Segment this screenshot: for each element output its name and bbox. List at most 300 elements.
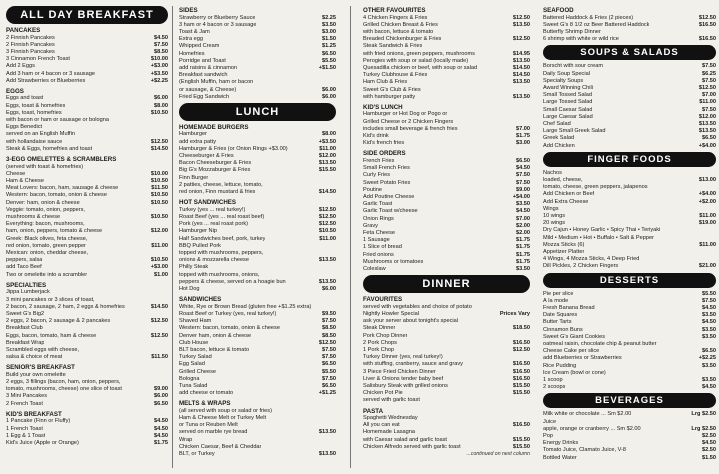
menu-item-price: $4.50 xyxy=(154,425,168,432)
menu-item-name: Salisbury Steak with grilled onions xyxy=(363,382,448,389)
menu-item xyxy=(543,22,716,29)
menu-item-price: $4.50 xyxy=(516,165,530,172)
menu-item-price: $16.50 xyxy=(512,339,530,346)
seafood-sections xyxy=(543,7,716,43)
menu-item-price xyxy=(527,29,530,36)
menu-item xyxy=(363,347,530,354)
menu-item-name: Kid's Juice (Apple or Orange) xyxy=(6,439,79,446)
menu-item-price: Lrg $2.50 xyxy=(691,411,716,418)
menu-item-price: $1.75 xyxy=(516,251,530,258)
finger-foods-list xyxy=(543,170,716,271)
menu-item-price xyxy=(527,397,530,404)
menu-item-price: $14.95 xyxy=(512,50,530,57)
menu-item-price: $7.50 xyxy=(322,354,336,361)
menu-item-price: $8.50 xyxy=(154,48,168,55)
menu-item-name: 1 Pork Chop xyxy=(363,346,395,353)
menu-item-name: Breakfast sandwich xyxy=(179,72,228,79)
favourites-sections xyxy=(363,7,530,273)
menu-item xyxy=(179,311,336,318)
menu-item xyxy=(363,79,530,86)
menu-item-price: $6.50 xyxy=(154,400,168,407)
menu-item xyxy=(543,121,716,128)
menu-item-name: Two or omelette into a scrambler xyxy=(6,271,88,278)
menu-item-name: Egg Salad xyxy=(179,361,205,368)
menu-item-name: Chicken Pot Pie xyxy=(363,390,403,397)
section-heading: OTHER FAVOURITES xyxy=(363,7,426,14)
menu-item-name: Eggs, bacon, tomato, ham & cheese xyxy=(6,332,97,339)
menu-item xyxy=(179,72,336,79)
menu-item-name: Mushrooms or tomatoes xyxy=(363,258,424,265)
menu-item-price: $7.50 xyxy=(702,297,716,304)
menu-item-name: Ham & Cheese Melt or Turkey Melt xyxy=(179,415,267,422)
menu-item-name: Large Small Greek Salad xyxy=(543,128,606,135)
menu-item-price: $3.00 xyxy=(516,140,530,147)
section-heading: SEAFOOD xyxy=(543,7,574,14)
menu-item-name: 20 wings xyxy=(543,220,566,227)
menu-item-price: +$3.00 xyxy=(150,63,168,70)
menu-item-name: peppers, salsa xyxy=(6,257,43,264)
menu-item-name: Chicken Caesar, Beef & Cheddar xyxy=(179,443,262,450)
menu-item xyxy=(543,334,716,341)
menu-item-name: 1 scoop xyxy=(543,377,563,384)
section-heading: FAVOURITES xyxy=(363,296,403,304)
menu-item-price: $10.50 xyxy=(318,228,336,235)
menu-item-price: +$2.25 xyxy=(150,77,168,84)
menu-item xyxy=(363,333,530,340)
menu-item xyxy=(179,437,336,444)
menu-item xyxy=(179,146,336,153)
menu-item-price: $12.50 xyxy=(512,36,530,43)
menu-item-name: tomato, cheese, green peppers, jalapenos xyxy=(543,184,648,191)
menu-item-price: $11.00 xyxy=(699,99,716,106)
menu-item xyxy=(6,304,168,311)
menu-item xyxy=(179,160,336,167)
menu-item-name: Sweet G's Giant Cookies xyxy=(543,333,606,340)
menu-item-price: $11.50 xyxy=(151,354,168,361)
menu-item-name: Bacon Cheeseburger & Fries xyxy=(179,160,252,167)
menu-item xyxy=(543,256,716,263)
menu-item-name: All you can eat xyxy=(363,422,400,429)
menu-item xyxy=(6,354,168,361)
menu-item-price xyxy=(527,415,530,422)
menu-item xyxy=(543,199,716,206)
menu-item xyxy=(363,119,530,126)
menu-item-name: Add Strawberries or Blueberries xyxy=(6,77,86,84)
menu-item-name: Homemade Lasagna xyxy=(363,429,415,436)
menu-item-price: $19.00 xyxy=(698,220,716,227)
menu-item-price: $12.50 xyxy=(150,138,168,145)
menu-item-price: $13.50 xyxy=(698,128,716,135)
menu-item-name: mushrooms & cheese xyxy=(6,213,61,220)
menu-item xyxy=(363,165,530,172)
menu-item-name: Build your own omelette xyxy=(6,371,66,378)
menu-item-name: Poutine xyxy=(363,186,382,193)
menu-item xyxy=(363,51,530,58)
menu-item-price: $2.50 xyxy=(702,447,716,454)
menu-item-name: Half Sandwiches beef, pork, turkey xyxy=(179,235,266,242)
menu-item-name: Veggie: tomato, onion, peppers, xyxy=(6,206,85,213)
menu-item-price: $10.00 xyxy=(150,56,168,63)
menu-item-price: $13.50 xyxy=(318,278,336,285)
menu-item-name: Finn Burger xyxy=(179,174,209,181)
menu-item-price: $3.50 xyxy=(702,326,716,333)
menu-item-price xyxy=(333,175,336,182)
menu-item-name: red onion, Finn mustard & fries xyxy=(179,189,256,196)
menu-item-name: Denver: ham, onion & cheese xyxy=(6,199,80,206)
menu-item xyxy=(543,63,716,70)
menu-item-name: salsa & choice of meat xyxy=(6,354,63,361)
menu-item xyxy=(363,325,530,332)
menu-item xyxy=(179,94,336,101)
menu-item-name: 2 Pork Chops xyxy=(363,339,397,346)
menu-item-name: Bottled Water xyxy=(543,454,577,461)
menu-item xyxy=(179,429,336,436)
menu-item-price: $14.50 xyxy=(150,303,168,310)
menu-item-price xyxy=(527,333,530,340)
menu-item-name: Grilled Cheese xyxy=(179,368,216,375)
beverages-list xyxy=(543,411,716,461)
menu-item xyxy=(363,354,530,361)
menu-item-name: Tuna Salad xyxy=(179,382,208,389)
menu-item-price xyxy=(333,408,336,415)
menu-item-price: $8.00 xyxy=(322,131,336,138)
menu-item-price: $7.50 xyxy=(322,346,336,353)
menu-item xyxy=(6,63,168,70)
menu-item xyxy=(6,221,168,228)
menu-item-name: Breakfast Club xyxy=(6,325,43,332)
menu-item xyxy=(6,347,168,354)
menu-item xyxy=(363,376,530,383)
menu-item-name: 3 Cinnamon French Toast xyxy=(6,56,70,63)
menu-item-name: Turkey Salad xyxy=(179,354,212,361)
menu-item xyxy=(363,397,530,404)
menu-item-name: served with vegetables and choice of potato xyxy=(363,303,472,310)
menu-item-name: Big G's Mozzaburger & Fries xyxy=(179,167,251,174)
menu-item xyxy=(363,133,530,140)
menu-item-price: $21.00 xyxy=(698,263,716,270)
menu-item-price: $12.00 xyxy=(318,153,336,160)
menu-item-name: Hot Dog xyxy=(179,286,200,292)
menu-item xyxy=(6,236,168,243)
menu-item xyxy=(543,177,716,184)
menu-item-name: Kid's drink xyxy=(363,133,389,140)
menu-item xyxy=(363,318,530,325)
menu-item-price: $13.50 xyxy=(318,451,336,458)
menu-item-price xyxy=(333,243,336,250)
menu-item-price: $13.50 xyxy=(318,429,336,436)
menu-item-price: $2.00 xyxy=(516,229,530,236)
menu-item-price: $1.75 xyxy=(516,133,530,140)
menu-item-price: $12.50 xyxy=(318,213,336,220)
menu-item-name: 2 Finnish Pancakes xyxy=(6,41,55,48)
menu-item xyxy=(179,65,336,72)
menu-item-name: Coleslaw xyxy=(363,266,386,272)
menu-item-name: Steak Sandwich & Fries xyxy=(363,43,423,50)
menu-item-price: $4.50 xyxy=(154,432,168,439)
menu-item-price xyxy=(165,221,168,228)
menu-item xyxy=(363,140,530,147)
menu-item-name: 2 French Toast xyxy=(6,400,43,407)
menu-item-name: or sausage, & Cheese) xyxy=(179,86,237,93)
menu-item-name: or Tuna or Reuben Melt xyxy=(179,422,238,429)
menu-item-price: $3.50 xyxy=(702,362,716,369)
menu-item xyxy=(543,170,716,177)
menu-item xyxy=(6,272,168,279)
menu-item-name: Philly Steak xyxy=(179,264,209,271)
menu-item xyxy=(179,286,336,293)
menu-item xyxy=(6,192,168,199)
menu-item-price: $7.00 xyxy=(516,125,530,132)
menu-item xyxy=(179,43,336,50)
menu-item-price: $15.50 xyxy=(512,390,530,397)
menu-item xyxy=(6,372,168,379)
menu-item-name: Pork (yes ... real roast pork) xyxy=(179,221,249,228)
menu-item xyxy=(6,42,168,49)
menu-item-price: $12.50 xyxy=(698,84,716,91)
menu-item-price: $13.50 xyxy=(318,257,336,264)
menu-item-name: Butter Tarts xyxy=(543,319,572,326)
section-heading: 3-EGG OMELETTES & SCRAMBLERS xyxy=(6,156,117,164)
menu-item-price xyxy=(713,419,716,426)
menu-item xyxy=(543,355,716,362)
menu-item-name: 2 eggs, 3 fillings (bacon, ham, onion, peppers, xyxy=(6,379,121,386)
menu-item-price: $7.50 xyxy=(702,63,716,70)
menu-item-name: 2 bacon, 2 sausage, 2 ham, 2 eggs & homefries xyxy=(6,303,125,310)
menu-item xyxy=(179,383,336,390)
menu-item-name: Meat Lovers: bacon, ham, sausage & cheese xyxy=(6,185,119,192)
menu-item-price: $6.00 xyxy=(322,93,336,100)
menu-item-name: Award Winning Chili xyxy=(543,84,593,91)
menu-item xyxy=(363,172,530,179)
menu-item xyxy=(179,221,336,228)
menu-item xyxy=(6,325,168,332)
menu-item-name: Sweet G's Big2 xyxy=(6,310,45,317)
menu-item xyxy=(363,208,530,215)
menu-item-name: with stuffing, cranberry, sauce and gravy xyxy=(363,361,463,368)
menu-item-price: $12.00 xyxy=(150,228,168,235)
menu-item-price: $4.50 xyxy=(702,440,716,447)
menu-item-price: +$4.00 xyxy=(512,193,530,200)
menu-item-price: $8.50 xyxy=(322,332,336,339)
menu-item-price xyxy=(333,72,336,79)
menu-item-price: $9.00 xyxy=(516,186,530,193)
menu-item-name: apple, orange or cranberry ... Sm $2.00 xyxy=(543,425,641,432)
menu-item-price xyxy=(165,117,168,124)
lunch-banner: LUNCH xyxy=(179,103,336,121)
menu-item-name: Roast Beef (yes ... real roast beef) xyxy=(179,213,265,220)
menu-item-name: Steak & Eggs, homefries and toast xyxy=(6,145,93,152)
menu-item-price: $1.25 xyxy=(322,43,336,50)
menu-item-name: add Taco Beef xyxy=(6,264,42,271)
menu-item-price: $12.50 xyxy=(150,318,168,325)
menu-item-price: $4.50 xyxy=(702,319,716,326)
menu-item xyxy=(543,114,716,121)
menu-item-price: $11.00 xyxy=(151,242,168,249)
menu-item-name: includes small beverage & french fries xyxy=(363,125,458,132)
menu-item-name: Curly Fries xyxy=(363,172,391,179)
menu-item-name: Specialty Soups xyxy=(543,77,584,84)
menu-item-price xyxy=(333,422,336,429)
menu-item-price: $2.50 xyxy=(702,433,716,440)
menu-item-price: $3.50 xyxy=(702,377,716,384)
menu-item-name: with hamburger patty xyxy=(363,93,416,100)
menu-item xyxy=(6,440,168,447)
menu-item-name: 1 Pancake (Finn or Fluffy) xyxy=(6,418,71,425)
section-heading: SIDE ORDERS xyxy=(363,150,406,158)
menu-item-name: topped with mushrooms, onions, xyxy=(179,271,260,278)
menu-item-price: $3.50 xyxy=(702,333,716,340)
menu-item-name: Large Caesar Salad xyxy=(543,113,593,120)
desserts-list xyxy=(543,291,716,392)
menu-item-name: Pie per slice xyxy=(543,290,574,297)
menu-item xyxy=(363,126,530,133)
menu-item-price: $6.25 xyxy=(702,70,716,77)
menu-item-name: À la mode xyxy=(543,297,569,304)
menu-item xyxy=(6,250,168,257)
menu-item xyxy=(363,158,530,165)
menu-item xyxy=(363,36,530,43)
menu-item-price xyxy=(165,131,168,138)
menu-item xyxy=(179,304,336,311)
menu-item-name: Hamburger Nip xyxy=(179,228,217,235)
menu-item xyxy=(6,207,168,214)
menu-item xyxy=(363,230,530,237)
menu-item xyxy=(543,71,716,78)
menu-item xyxy=(179,415,336,422)
menu-item xyxy=(543,107,716,114)
menu-item-price: $3.50 xyxy=(516,266,530,272)
menu-item-name: Hamburger or Hot Dog or Pogo or xyxy=(363,111,448,118)
menu-item-price: $12.00 xyxy=(698,113,716,120)
menu-item-name: Grilled Cheese or 2 Chicken Fingers xyxy=(363,118,454,125)
menu-item xyxy=(363,415,530,422)
menu-item-name: Sweet G's Club & Fries xyxy=(363,86,421,93)
menu-item-name: Cheese Cake per slice xyxy=(543,348,600,355)
menu-item xyxy=(543,227,716,234)
menu-item-price: +$3.50 xyxy=(150,70,168,77)
menu-item xyxy=(363,72,530,79)
section-heading: PASTA xyxy=(363,407,384,415)
menu-item-name: ham, onion, peppers, tomato & cheese xyxy=(6,228,103,235)
menu-item-name: Eggs, toast & homefries xyxy=(6,102,66,109)
menu-item-price: +$3.00 xyxy=(150,264,168,271)
menu-item xyxy=(6,171,168,178)
column-seafood-desserts xyxy=(540,4,719,470)
menu-item-price xyxy=(333,272,336,279)
menu-item-name: 10 wings xyxy=(543,212,566,219)
menu-item xyxy=(6,78,168,85)
menu-item-price: $10.50 xyxy=(150,192,168,199)
menu-item-name: Strawberry or Blueberry Sauce xyxy=(179,14,256,21)
menu-item xyxy=(179,15,336,22)
menu-item xyxy=(6,257,168,264)
menu-item xyxy=(363,244,530,251)
menu-item-price xyxy=(333,415,336,422)
menu-item xyxy=(363,194,530,201)
menu-item-price: $12.50 xyxy=(318,206,336,213)
menu-item-name: Feta Cheese xyxy=(363,229,396,236)
menu-item-name: 3 Mini Pancakes xyxy=(6,393,48,400)
dinner-banner: DINNER xyxy=(363,275,530,293)
menu-item xyxy=(363,304,530,311)
menu-item-price: $15.50 xyxy=(512,436,530,443)
menu-item-price xyxy=(165,325,168,332)
menu-item xyxy=(6,95,168,102)
menu-item xyxy=(179,22,336,29)
menu-item xyxy=(179,182,336,189)
menu-item-price: $11.00 xyxy=(699,241,716,248)
menu-item xyxy=(6,426,168,433)
menu-item-price: $6.00 xyxy=(154,95,168,102)
menu-item xyxy=(6,35,168,42)
section-heading: EGGS xyxy=(6,87,24,95)
menu-item-name: Bologna xyxy=(179,375,200,382)
menu-item-price: $7.00 xyxy=(702,92,716,99)
menu-item xyxy=(179,79,336,86)
menu-item-name: with fried onions, green peppers, mushrooms xyxy=(363,50,475,57)
menu-item xyxy=(363,43,530,50)
menu-item xyxy=(179,279,336,286)
menu-item-name: 3 ham or 4 bacon or 3 sausage xyxy=(179,21,257,28)
menu-item-name: with bacon, lettuce & tomato xyxy=(363,28,434,35)
menu-item-name: Add 2 Eggs xyxy=(6,63,35,70)
menu-item-name: Eggs, toast, homefries xyxy=(6,109,62,116)
menu-item-price: $10.50 xyxy=(150,257,168,264)
menu-item-name: Ham & Cheese xyxy=(6,177,44,184)
menu-item-name: 2 scoops xyxy=(543,384,566,391)
menu-item xyxy=(363,111,530,118)
menu-item xyxy=(543,433,716,440)
menu-item-price: $6.50 xyxy=(322,382,336,389)
menu-item-name: Eggs Benedict xyxy=(6,124,43,131)
menu-item-price: $6.50 xyxy=(322,50,336,57)
menu-item xyxy=(543,191,716,198)
menu-item-name: French Fries xyxy=(363,157,395,164)
menu-item xyxy=(363,369,530,376)
menu-item-price xyxy=(713,370,716,377)
menu-item xyxy=(363,201,530,208)
menu-item xyxy=(179,236,336,243)
menu-item xyxy=(179,131,336,138)
menu-item-name: Sweet Potato Fries xyxy=(363,179,411,186)
menu-item-name: red onion, tomato, green pepper xyxy=(6,242,86,249)
menu-item xyxy=(363,237,530,244)
menu-item-name: Quesadilla chicken or beef, with soup or salad xyxy=(363,64,478,71)
menu-item-name: Toast & Jam xyxy=(179,28,210,35)
column-divider xyxy=(172,6,173,468)
menu-item-name: Mild • Medium • Hot • Buffalo • Salt & Pepper xyxy=(543,234,654,241)
menu-item-price: $10.50 xyxy=(150,199,168,206)
menu-item-name: Steak Dinner xyxy=(363,325,396,332)
menu-item-price: $3.50 xyxy=(702,312,716,319)
menu-item-price xyxy=(333,444,336,451)
menu-item xyxy=(6,49,168,56)
menu-item-name: Pop xyxy=(543,433,553,440)
menu-item xyxy=(6,418,168,425)
menu-item-name: peppers & cheese, served on a hoagie bun xyxy=(179,278,286,285)
menu-item-price xyxy=(713,249,716,256)
menu-item xyxy=(543,312,716,319)
menu-item xyxy=(363,390,530,397)
menu-item-name: Small Tossed Salad xyxy=(543,92,593,99)
menu-item-name: tomato, mushrooms, cheese) one slice of toast xyxy=(6,386,122,393)
menu-item-name: BBQ Pulled Pork xyxy=(179,242,221,249)
menu-item-price xyxy=(165,250,168,257)
menu-item xyxy=(179,139,336,146)
menu-item-name: 2 patties, cheese, lettuce, tomato, xyxy=(179,181,263,188)
menu-item xyxy=(363,429,530,436)
menu-item xyxy=(6,379,168,386)
